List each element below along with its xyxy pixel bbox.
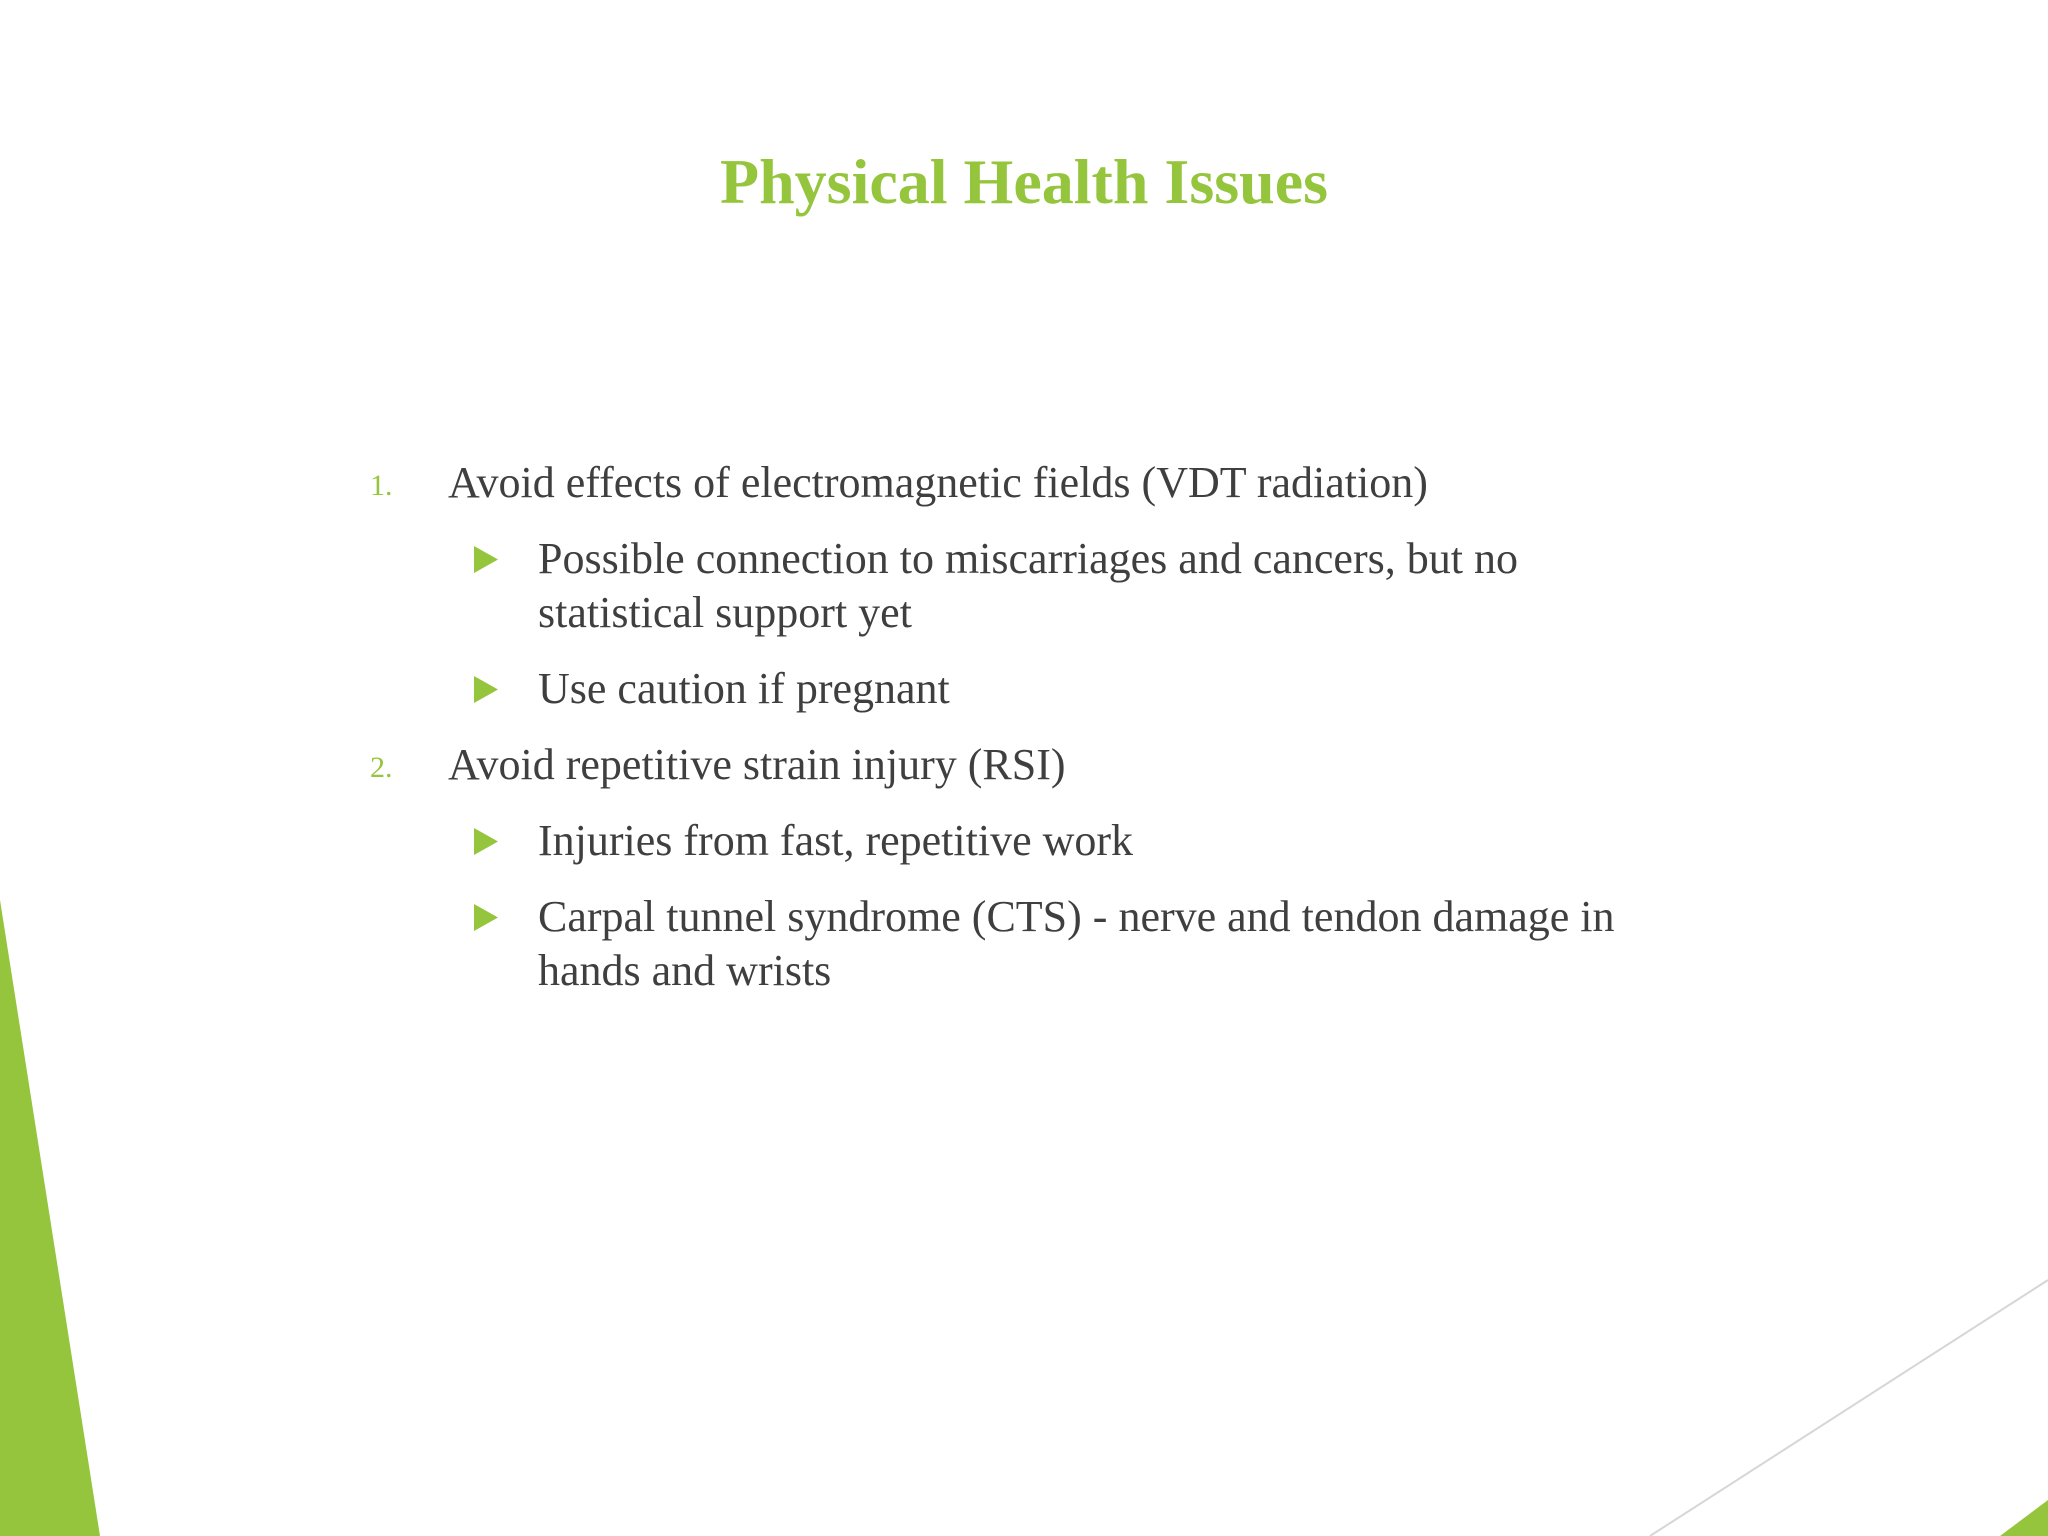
list-number-1: 1. [370, 469, 393, 502]
slide-title: Physical Health Issues [719, 146, 1329, 217]
left-accent-shape [0, 900, 100, 1536]
list-item-1-text: Avoid effects of electromagnetic fields (VDT radiation) [448, 458, 1428, 507]
triangle-bullet-icon [474, 828, 498, 855]
list-number-2: 2. [370, 751, 393, 784]
sub-item-1-1-text: Possible connection to miscarriages and cancers, but no statistical support yet [538, 534, 1518, 637]
sub-item-1-2-text: Use caution if pregnant [538, 664, 950, 713]
list-item-2-text: Avoid repetitive strain injury (RSI) [448, 740, 1066, 789]
slide-content [370, 456, 1690, 1020]
bottom-right-accent-shape [2000, 1500, 2048, 1536]
sub-item-1-2 [538, 662, 1690, 716]
bottom-right-divider-line [1650, 1280, 2048, 1536]
triangle-bullet-icon [474, 904, 498, 931]
list-item-2 [370, 738, 1690, 792]
sub-item-2-2-text: Carpal tunnel syndrome (CTS) - nerve and tendon damage in hands and wrists [538, 892, 1615, 995]
list-item-1 [370, 456, 1690, 510]
triangle-bullet-icon [474, 546, 498, 573]
sub-item-2-1 [538, 814, 1690, 868]
sub-item-2-1-text: Injuries from fast, repetitive work [538, 816, 1134, 865]
sub-item-2-2 [538, 890, 1690, 998]
triangle-bullet-icon [474, 676, 498, 703]
sub-item-1-1 [538, 532, 1690, 640]
